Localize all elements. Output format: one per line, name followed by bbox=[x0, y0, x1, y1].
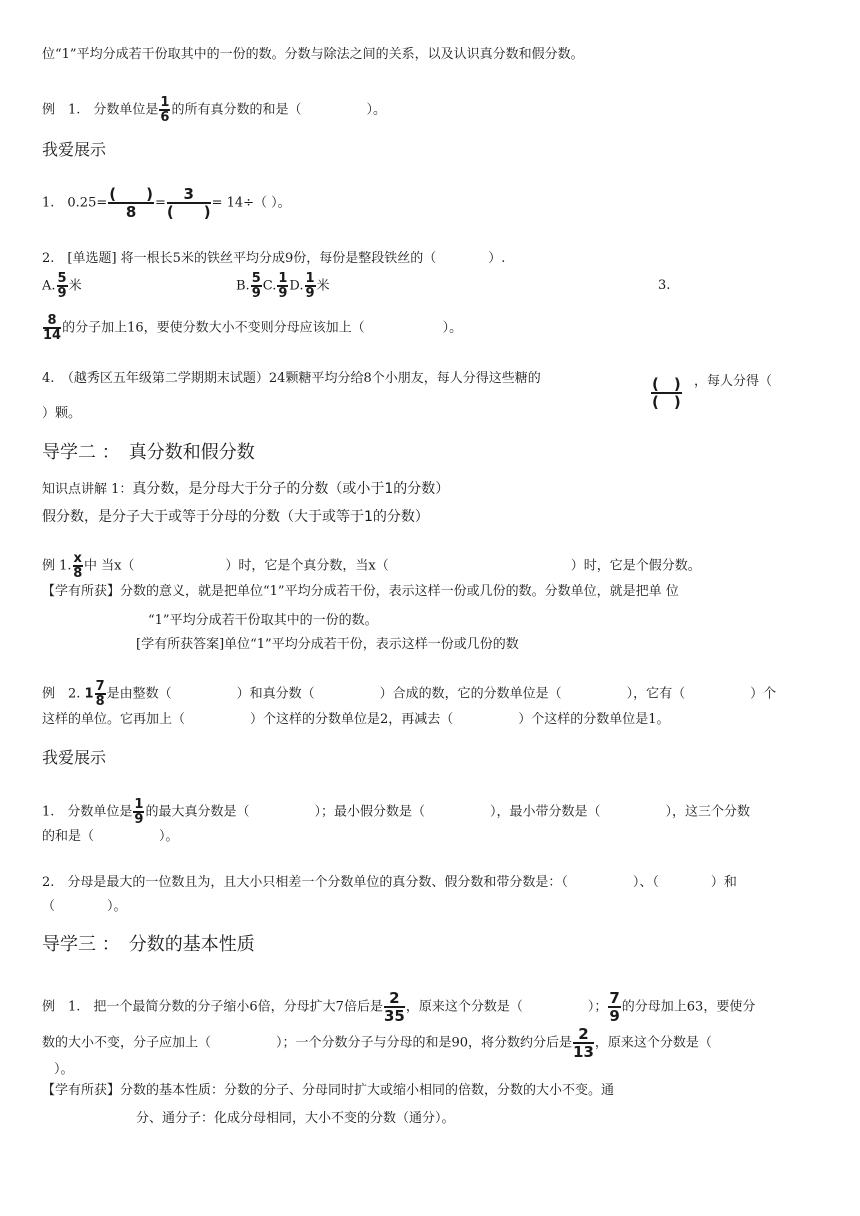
show-2-q2-cont: （ ）。 bbox=[42, 899, 127, 914]
fraction-8-14: $\frac{8}{14}$ bbox=[43, 313, 62, 343]
option-a: A. $\frac{5}{9}$ 米 bbox=[42, 271, 82, 301]
knowledge-1: 知识点讲解 1：真分数，是分母大于分子的分数（或小于1的分数） bbox=[42, 481, 450, 497]
question-4-end: ）颗。 bbox=[42, 406, 82, 421]
fraction-7-8: $\frac{7}{8}$ bbox=[95, 679, 105, 709]
show-2-q2: 2. 分母是最大的一位数且为，且大小只相差一个分数单位的真分数、假分数和带分数是：（ ）、（ ）和 bbox=[42, 875, 737, 890]
example-1: 例 1. 分数单位是 $\frac{1}{6}$ 的所有真分数的和是（ ）。 bbox=[42, 95, 386, 125]
example-2: 例 1. $\frac{x}{8}$ 中 当x（ ）时，它是个真分数，当x（ ）时，它是个假分数。 bbox=[42, 551, 701, 581]
gain-1-cont: “1”平均分成若干份取其中的一份的数。 bbox=[148, 613, 378, 628]
heading-guide-2: 导学二 ： 真分数和假分数 bbox=[42, 442, 255, 463]
section-show-2: 我爱展示 bbox=[42, 748, 107, 767]
fraction-blank-8: $\frac{( )}{8}$ bbox=[109, 185, 153, 221]
gain-2: 【学有所获】分数的基本性质：分数的分子、分母同时扩大或缩小相同的倍数，分数的大小不变。通 bbox=[42, 1083, 615, 1098]
section-show-1: 我爱展示 bbox=[42, 140, 107, 159]
question-3: $\frac{8}{14}$ 的分子加上16，要使分数大小不变则分母应该加上（ ）。 bbox=[43, 313, 463, 343]
example-3: 例 2. 1 $\frac{7}{8}$ 是由整数（ ）和真分数（ ）合成的数，它的分数单位是（ ），它有（ ）个 bbox=[42, 679, 777, 709]
question-1: 1. 0.25= $\frac{( )}{8}$ = $\frac{3}{( )}$ = 14÷（ ）。 bbox=[42, 185, 291, 221]
example-4-cont: 数的大小不变，分子应加上（ ）；一个分数分子与分母的和是90，将分数约分后是 $\frac{2}{13}$ ，原来这个分数是（ bbox=[42, 1025, 712, 1061]
question-4-fraction: $\frac{( )}{( )}$ bbox=[652, 375, 681, 411]
fraction-2-35: $\frac{2}{35}$ bbox=[383, 989, 405, 1025]
fraction-2-13: $\frac{2}{13}$ bbox=[573, 1025, 594, 1061]
gain-2-cont: 分、通分子：化成分母相同，大小不变的分数（通分）。 bbox=[136, 1111, 455, 1126]
question-4-tail: ，每人分得（ bbox=[694, 374, 773, 389]
example-4-end: ）。 bbox=[54, 1062, 74, 1077]
gain-1-answer: [学有所获答案]单位“1”平均分成若干份，表示这样一份或几份的数 bbox=[136, 637, 519, 652]
fraction-1-6: $\frac{1}{6}$ bbox=[160, 95, 170, 125]
fraction-5-9: $\frac{5}{9}$ bbox=[57, 271, 67, 301]
intro-line: 位“1”平均分成若干份取其中的一份的数。分数与除法之间的关系，以及认识真分数和假分数。 bbox=[42, 47, 584, 62]
example-4: 例 1. 把一个最简分数的分子缩小6倍，分母扩大7倍后是 $\frac{2}{35}$ ，原来这个分数是（ ）； $\frac{7}{9}$ 的分母加上63，要使分 bbox=[42, 989, 756, 1025]
options-bcd: B. $\frac{5}{9}$ C. $\frac{1}{9}$ D. $\frac{1}{9}$ 米 bbox=[236, 271, 330, 301]
example-3-cont: 这样的单位。它再加上（ ）个这样的分数单位是2，再减去（ ）个这样的分数单位是1。 bbox=[42, 712, 670, 727]
gain-1: 【学有所获】分数的意义，就是把单位“1”平均分成若干份，表示这样一份或几份的数。分数单位，就是把单 位 bbox=[42, 584, 679, 599]
fraction-7-9: $\frac{7}{9}$ bbox=[609, 989, 620, 1025]
fraction-x-8: $\frac{x}{8}$ bbox=[73, 551, 83, 581]
heading-guide-3: 导学三 ： 分数的基本性质 bbox=[42, 934, 255, 955]
question-4: 4. （越秀区五年级第二学期期末试题）24颗糖平均分给8个小朋友，每人分得这些糖的 bbox=[42, 371, 541, 386]
show-2-q1-cont: 的和是（ ）。 bbox=[42, 829, 179, 844]
show-2-q1: 1. 分数单位是 $\frac{1}{9}$ 的最大真分数是（ ）；最小假分数是（ ），最小带分数是（ ），这三个分数 bbox=[42, 797, 750, 827]
fraction-1-9: $\frac{1}{9}$ bbox=[134, 797, 144, 827]
fraction-3-blank: $\frac{3}{( )}$ bbox=[166, 185, 211, 221]
question-3-number: 3. bbox=[658, 278, 671, 293]
question-2: 2. [单选题] 将一根长5米的铁丝平均分成9份，每份是整段铁丝的（ ）. bbox=[42, 251, 506, 266]
knowledge-2: 假分数，是分子大于或等于分母的分数（大于或等于1的分数） bbox=[42, 509, 429, 525]
